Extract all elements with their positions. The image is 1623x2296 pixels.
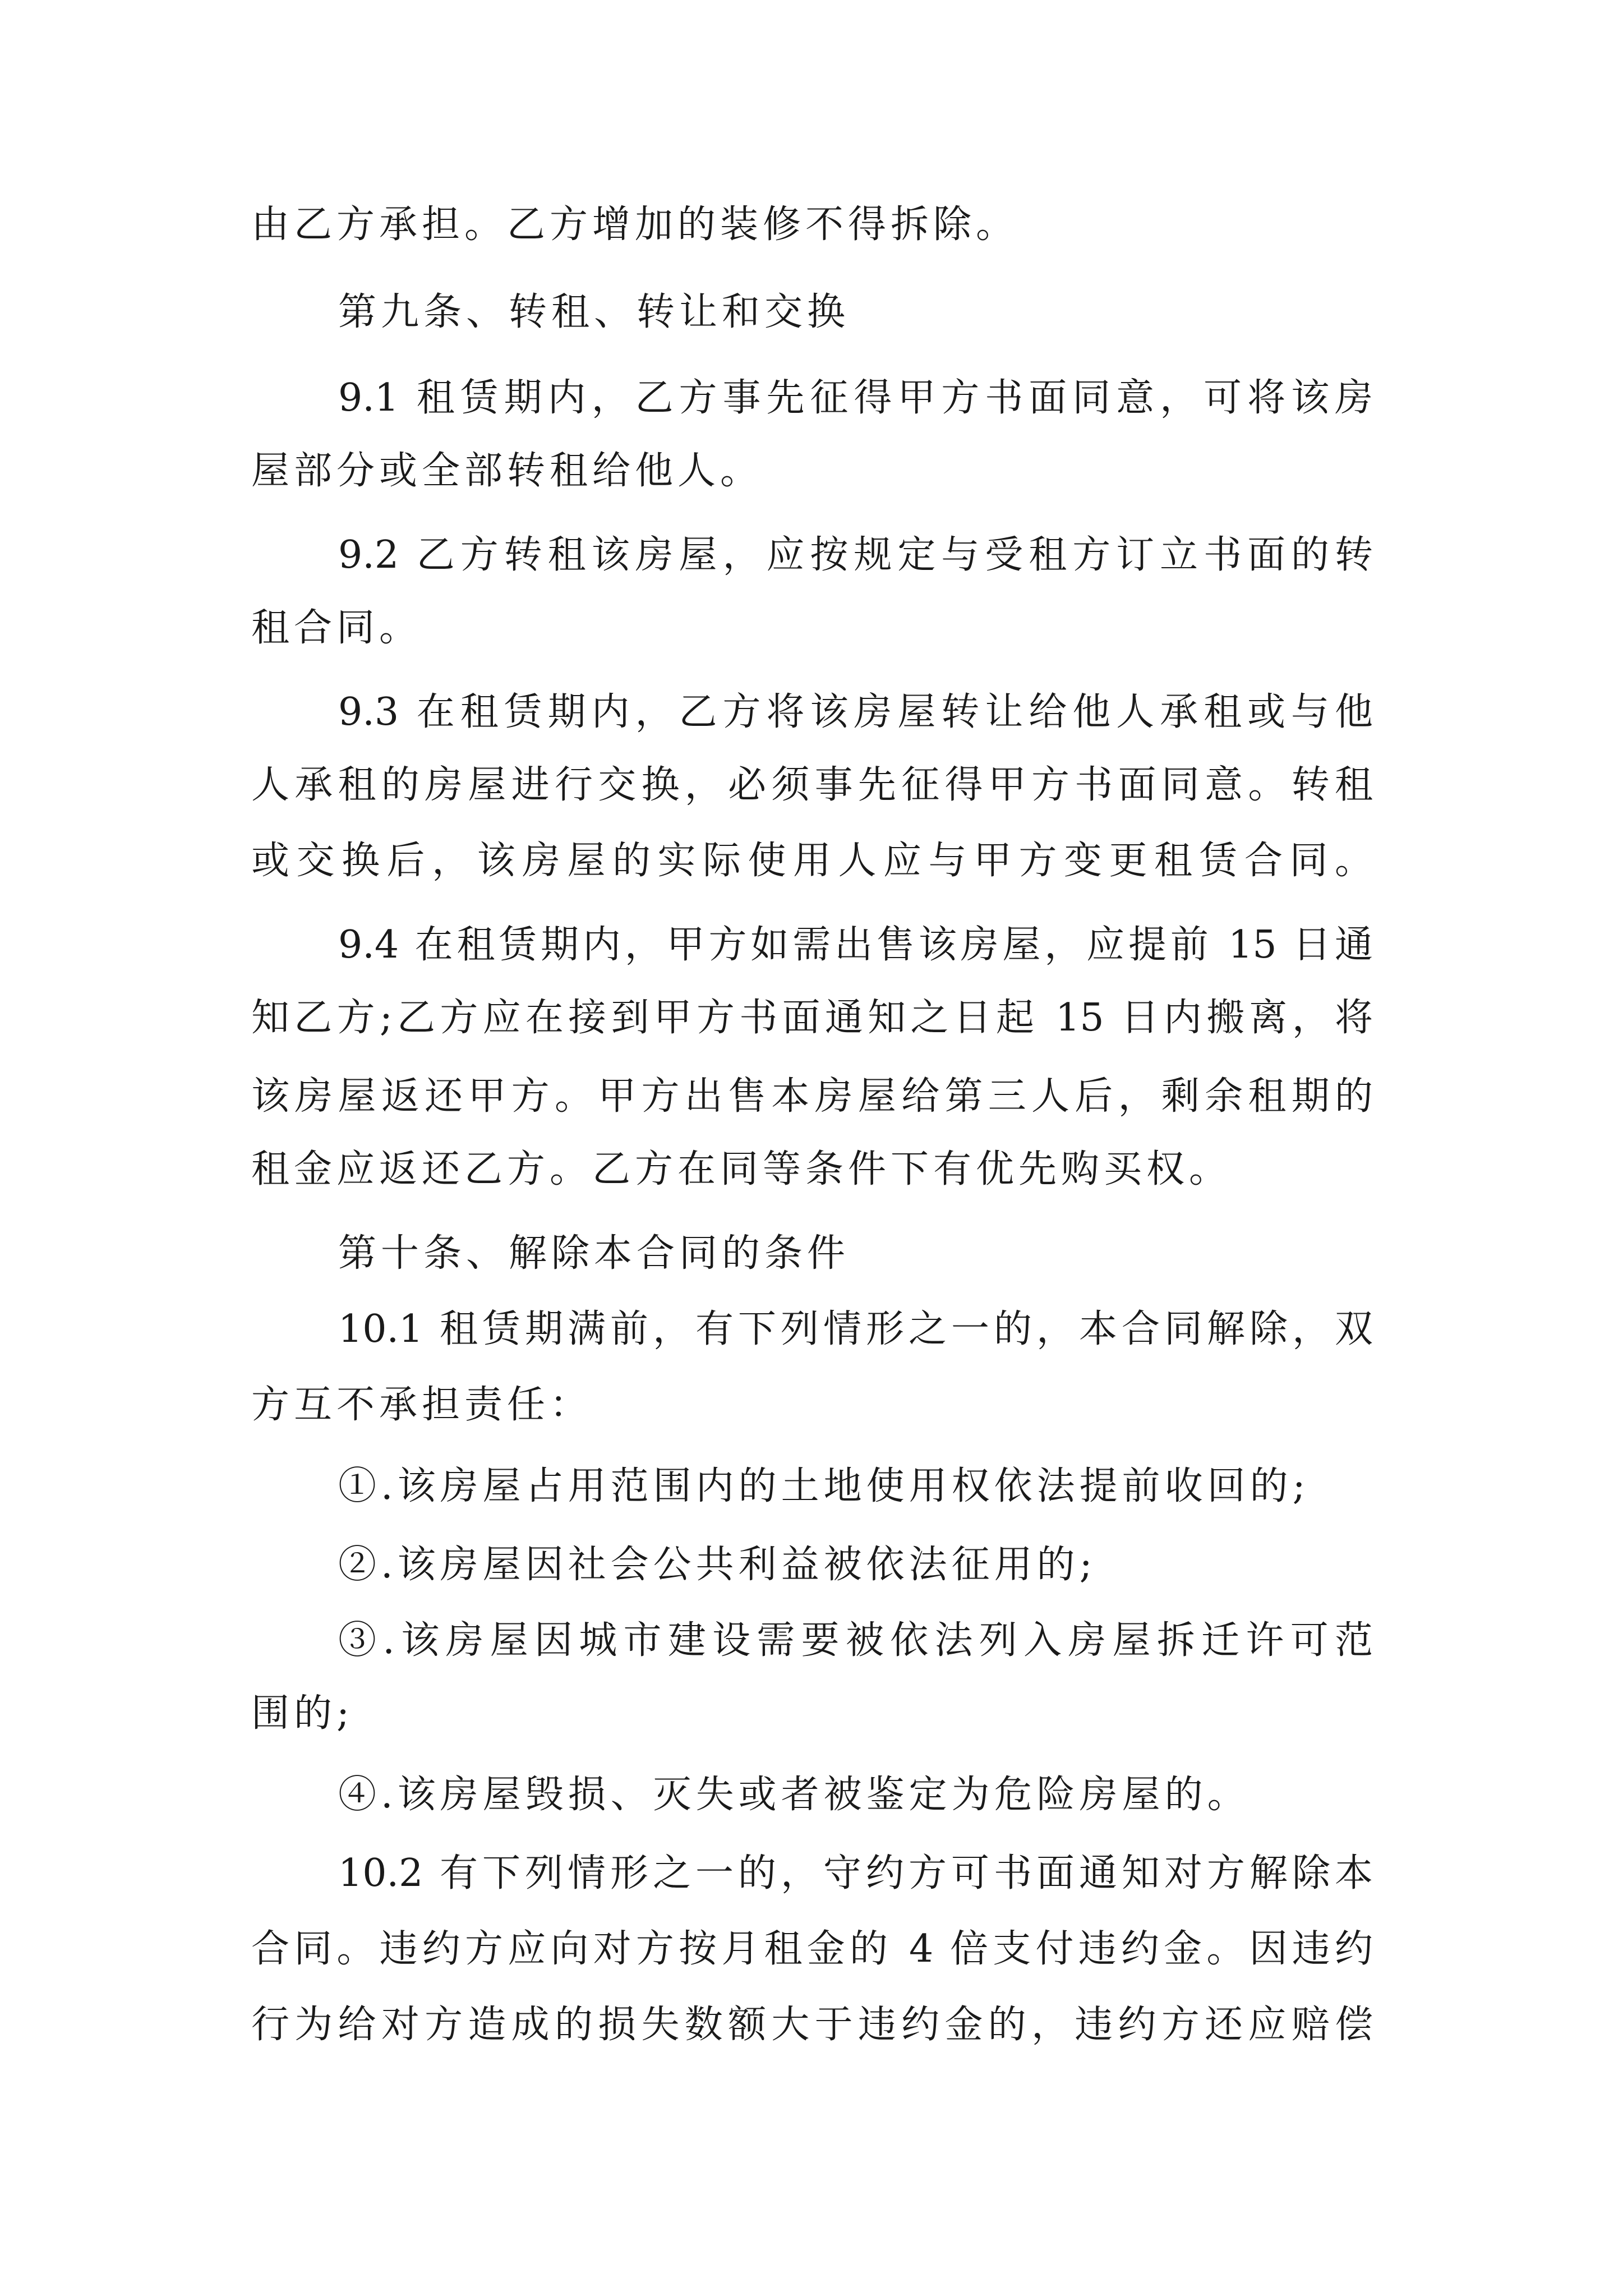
text-line-11: 知乙方;乙方应在接到甲方书面通知之日起 15 日内搬离，将 xyxy=(251,996,1373,1040)
text-line-20: 围的; xyxy=(251,1691,354,1736)
list-item-3: ③.该房屋因城市建设需要被依法列入房屋拆迁许可范 xyxy=(338,1618,1373,1663)
text-line-clause-10-1: 10.1 租赁期满前，有下列情形之一的，本合同解除，双 xyxy=(338,1307,1373,1351)
text-line-clause-9-3: 9.3 在租赁期内，乙方将该房屋转让给他人承租或与他 xyxy=(338,690,1373,734)
text-line-23: 合同。违约方应向对方按月租金的 4 倍支付违约金。因违约 xyxy=(251,1927,1373,1971)
text-line-12: 该房屋返还甲方。甲方出售本房屋给第三人后，剩余租期的 xyxy=(251,1074,1373,1119)
text-line-13: 租金应返还乙方。乙方在同等条件下有优先购买权。 xyxy=(251,1147,1232,1191)
section-heading-article-10: 第十条、解除本合同的条件 xyxy=(338,1231,850,1276)
section-heading-article-9: 第九条、转租、转让和交换 xyxy=(338,290,850,334)
list-item-4: ④.该房屋毁损、灭失或者被鉴定为危险房屋的。 xyxy=(338,1773,1250,1817)
text-line-clause-9-1: 9.1 租赁期内，乙方事先征得甲方书面同意，可将该房 xyxy=(338,376,1373,420)
list-item-2: ②.该房屋因社会公共利益被依法征用的; xyxy=(338,1543,1097,1587)
text-line-clause-9-2: 9.2 乙方转租该房屋，应按规定与受租方订立书面的转 xyxy=(338,533,1373,577)
list-item-1: ①.该房屋占用范围内的土地使用权依法提前收回的; xyxy=(338,1464,1310,1508)
text-line-1: 由乙方承担。乙方增加的装修不得拆除。 xyxy=(251,203,1019,247)
text-line-16: 方互不承担责任： xyxy=(251,1383,593,1427)
text-line-24: 行为给对方造成的损失数额大于违约金的，违约方还应赔偿 xyxy=(251,2003,1373,2047)
text-line-8: 人承租的房屋进行交换，必须事先征得甲方书面同意。转租 xyxy=(251,763,1373,807)
text-line-9: 或交换后，该房屋的实际使用人应与甲方变更租赁合同。 xyxy=(251,839,1373,883)
text-line-4: 屋部分或全部转租给他人。 xyxy=(251,449,763,493)
text-line-clause-10-2: 10.2 有下列情形之一的，守约方可书面通知对方解除本 xyxy=(338,1851,1373,1895)
text-line-clause-9-4: 9.4 在租赁期内，甲方如需出售该房屋，应提前 15 日通 xyxy=(338,923,1373,967)
text-line-6: 租合同。 xyxy=(251,606,422,650)
